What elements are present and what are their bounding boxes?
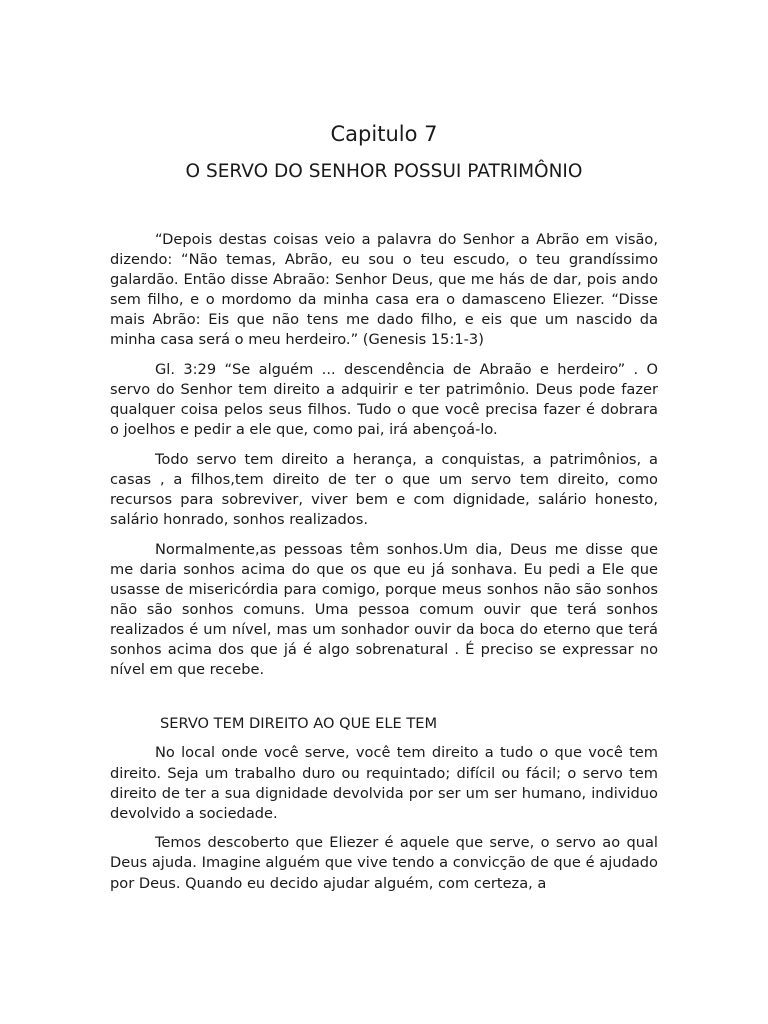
paragraph-servant-rights: Todo servo tem direito a herança, a conquistas, a patrimônios, a casas , a filhos,tem direito de ter o que um servo tem direito, como recursos para sobreviver, viver bem e com dignidade, salário honesto, salário honrado, sonhos realizados.: [110, 450, 658, 529]
paragraph-workplace-rights: No local onde você serve, você tem direito a tudo o que você tem direito. Seja um trabalho duro ou requintado; difícil ou fácil; o servo tem direito de ter a sua dignidade devolvida por ser um ser humano, individuo devolvido a sociedade.: [110, 744, 658, 822]
paragraph-galatians: Gl. 3:29 “Se alguém ... descendência de Abraão e herdeiro” . O servo do Senhor tem direito a adquirir e ter patrimônio. Deus pode fazer qualquer coisa pelos seus filhos. Tudo o que você precisa fazer é dobrara o joelhos e pedir a ele que, como pai, irá abençoá-lo.: [110, 361, 658, 439]
section-heading: SERVO TEM DIREITO AO QUE ELE TEM: [160, 715, 438, 733]
chapter-subtitle: O SERVO DO SENHOR POSSUI PATRIMÔNIO: [185, 161, 583, 182]
chapter-title: Capitulo 7: [330, 122, 438, 146]
paragraph-genesis-quote: “Depois destas coisas veio a palavra do Senhor a Abrão em visão, dizendo: “Não temas, Abrão, eu sou o teu escudo, o teu grandíssimo galardão. Então disse Abraão: Senhor Deus, que me hás de dar, pois ando sem filho, e o mordomo da minha casa era o damasceno Eliezer. “Disse mais Abrão: Eis que não tens me dado filho, e eis que um nascido da minha casa será o meu herdeiro.” (Genesis 15:1-3): [110, 231, 658, 349]
paragraph-dreams: Normalmente,as pessoas têm sonhos.Um dia, Deus me disse que me daria sonhos acima do que os que eu já sonhava. Eu pedi a Ele que usasse de misericórdia para comigo, porque meus sonhos não são sonhos não são sonhos comuns. Uma pessoa comum ouvir que terá sonhos realizados é um nível, mas um sonhador ouvir da boca do eterno que terá sonhos acima dos que já é algo sobrenatural . É preciso se expressar no nível em que recebe.: [110, 540, 658, 679]
document-body: [110, 230, 658, 903]
paragraph-eliezer: Temos descoberto que Eliezer é aquele que serve, o servo ao qual Deus ajuda. Imagine alguém que vive tendo a convicção de que é ajudado por Deus. Quando eu decido ajudar alguém, com certeza, a: [110, 834, 658, 892]
